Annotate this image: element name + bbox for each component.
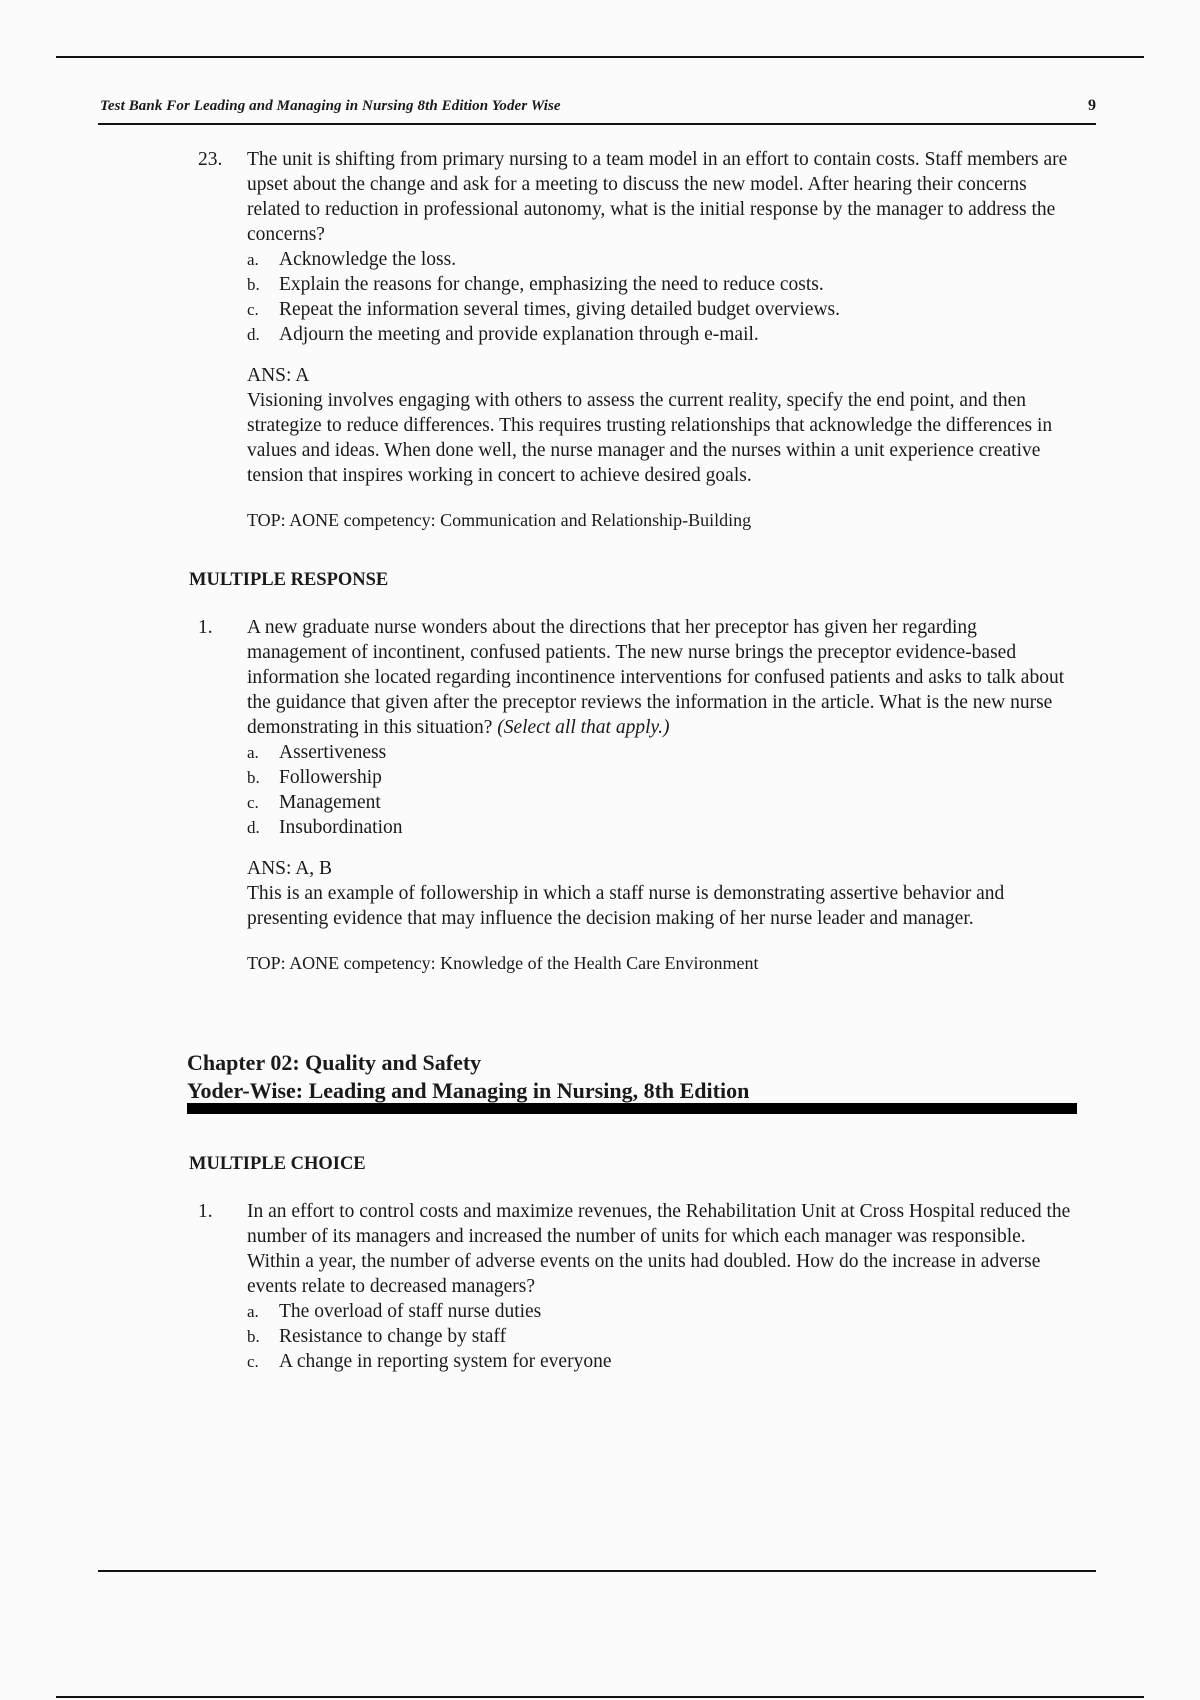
choice-text: Assertiveness bbox=[279, 742, 387, 763]
choice-letter: a. bbox=[247, 743, 259, 762]
page-bottom-rule bbox=[56, 1696, 1144, 1698]
rationale: This is an example of followership in which a staff nurse is demonstrating assertive behavior and presenting evidence that may influence the decision making of her nurse leader and manager. bbox=[247, 883, 1005, 929]
choice-item bbox=[247, 247, 1078, 272]
topic-line: TOP: AONE competency: Communication and Relationship-Building bbox=[247, 510, 752, 530]
question-stem: In an effort to control costs and maximize revenues, the Rehabilitation Unit at Cross Hospital reduced the number of its managers and increased the number of units for which each manager was responsible. Within a year, the number of adverse events on the units had doubled. How do the increase in adverse events relate to decreased managers? bbox=[247, 1201, 1071, 1297]
question-number: 23. bbox=[198, 149, 223, 170]
chapter-subtitle: Yoder-Wise: Leading and Managing in Nursing, 8th Edition bbox=[187, 1078, 750, 1103]
choice-letter: c. bbox=[247, 1352, 259, 1371]
answer-key: ANS: A, B bbox=[247, 858, 333, 879]
question-number: 1. bbox=[198, 617, 213, 638]
choice-text: Repeat the information several times, giving detailed budget overviews. bbox=[279, 299, 841, 320]
answer-key: ANS: A bbox=[247, 365, 310, 386]
choice-list bbox=[247, 1299, 1078, 1374]
page-top-rule bbox=[56, 56, 1144, 58]
choice-text: The overload of staff nurse duties bbox=[279, 1301, 542, 1322]
choice-text: Management bbox=[279, 792, 381, 813]
choice-item bbox=[247, 1299, 1078, 1324]
question-number: 1. bbox=[198, 1201, 213, 1222]
question-23 bbox=[198, 147, 1078, 533]
choice-list bbox=[247, 247, 1078, 347]
choice-letter: c. bbox=[247, 300, 259, 319]
question-stem: The unit is shifting from primary nursing to a team model in an effort to contain costs. Staff members are upset about the change and ask for a meeting to discuss the new model. After hearing their concerns related to reduction in professional autonomy, what is the initial response by the manager to address the concerns? bbox=[247, 149, 1068, 245]
choice-text: Acknowledge the loss. bbox=[279, 249, 457, 270]
rationale: Visioning involves engaging with others to assess the current reality, specify the end point, and then strategize to reduce differences. This requires trusting relationships that acknowledge the differences in values and ideas. When done well, the nurse manager and the nurses within a unit experience creative tension that inspires working in concert to achieve desired goals. bbox=[247, 390, 1053, 486]
choice-item bbox=[247, 272, 1078, 297]
chapter-divider-bar bbox=[187, 1103, 1077, 1114]
choice-item bbox=[247, 740, 1078, 765]
choice-letter: b. bbox=[247, 275, 260, 294]
section-heading-multiple-choice: MULTIPLE CHOICE bbox=[189, 1154, 366, 1174]
choice-item bbox=[247, 297, 1078, 322]
choice-text: Explain the reasons for change, emphasizing the need to reduce costs. bbox=[279, 274, 824, 295]
choice-letter: c. bbox=[247, 793, 259, 812]
question-stem bbox=[247, 615, 1078, 740]
chapter-heading bbox=[187, 1049, 1077, 1105]
choice-letter: b. bbox=[247, 768, 260, 787]
choice-letter: a. bbox=[247, 1302, 259, 1321]
choice-text: Adjourn the meeting and provide explanation through e-mail. bbox=[279, 324, 759, 345]
choice-letter: d. bbox=[247, 325, 260, 344]
choice-item bbox=[247, 1349, 1078, 1374]
question-stem-text: A new graduate nurse wonders about the directions that her preceptor has given her regarding management of incontinent, confused patients. The new nurse brings the preceptor evidence-based information she located regarding incontinence interventions for confused patients and asks to talk about the guidance that given after the preceptor reviews the information in the article. What is the new nurse demonstrating in this situation? bbox=[247, 617, 1065, 738]
choice-letter: b. bbox=[247, 1327, 260, 1346]
page-number: 9 bbox=[1088, 97, 1096, 114]
header-rule bbox=[98, 123, 1096, 125]
choice-text: Resistance to change by staff bbox=[279, 1326, 507, 1347]
choice-text: Followership bbox=[279, 767, 382, 788]
mr-question-1 bbox=[198, 615, 1078, 976]
choice-text: Insubordination bbox=[279, 817, 403, 838]
choice-item bbox=[247, 1324, 1078, 1349]
select-all-instruction: (Select all that apply.) bbox=[497, 717, 670, 738]
running-title: Test Bank For Leading and Managing in Nursing 8th Edition Yoder Wise bbox=[100, 98, 561, 114]
choice-item bbox=[247, 790, 1078, 815]
choice-letter: a. bbox=[247, 250, 259, 269]
choice-item bbox=[247, 322, 1078, 347]
topic-line: TOP: AONE competency: Knowledge of the Health Care Environment bbox=[247, 953, 759, 973]
mc-question-1 bbox=[198, 1199, 1078, 1374]
choice-item bbox=[247, 765, 1078, 790]
section-heading-multiple-response: MULTIPLE RESPONSE bbox=[189, 570, 389, 590]
chapter-title: Chapter 02: Quality and Safety bbox=[187, 1050, 482, 1075]
choice-item bbox=[247, 815, 1078, 840]
footer-rule bbox=[98, 1570, 1096, 1572]
choice-list bbox=[247, 740, 1078, 840]
choice-letter: d. bbox=[247, 818, 260, 837]
choice-text: A change in reporting system for everyone bbox=[279, 1351, 612, 1372]
